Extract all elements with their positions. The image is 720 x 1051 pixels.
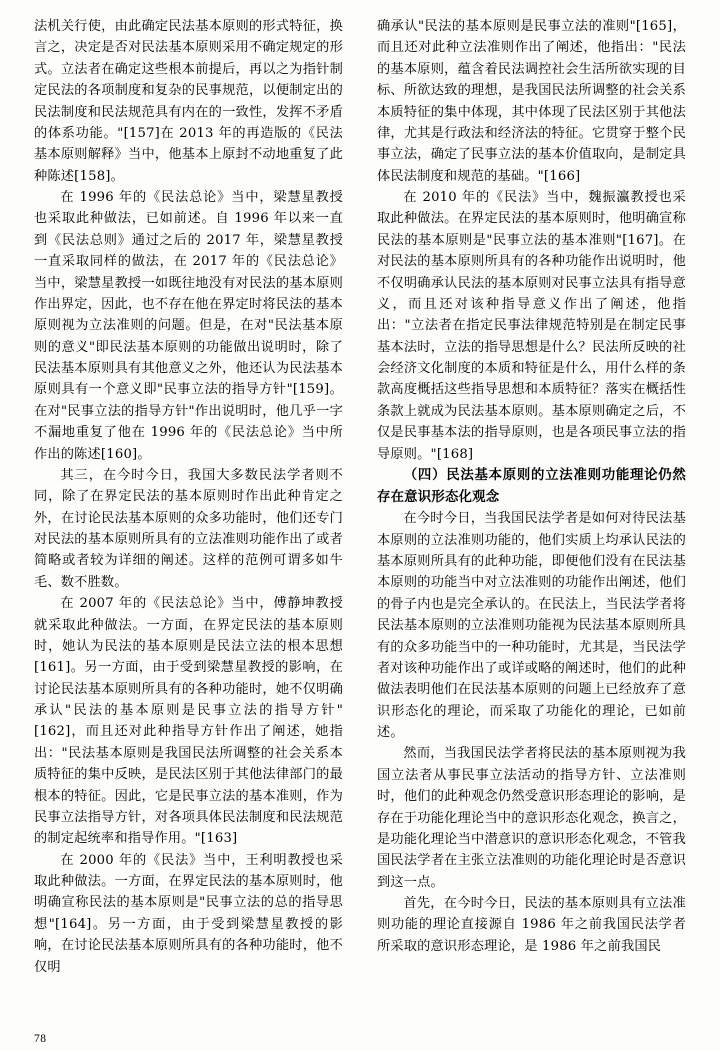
left-column [34, 16, 343, 1001]
body-paragraph: 法机关行使，由此确定民法基本原则的形式特征，换言之，决定是否对民法基本原则采用不确定规定的形式。立法者在确定这些根本前提后，再以之为指针制定民法的各项制度和复杂的民事规范，以便制定出的民法制度和民法规范具有内在的一致性，发挥不矛盾的体系功能。"[157]在 2013 年的再造版的《民法基本原则解释》当中，他基本上原封不动地重复了此种陈述[158]。 [34, 19, 343, 184]
body-paragraph: 确承认"民法的基本原则是民事立法的准则"[165]，而且还对此种立法准则作出了阐述，他指出："民法的基本原则，蕴含着民法调控社会生活所欲实现的目标、所欲达致的理想，是我国民法所调整的社会关系本质特征的集中体现，其中体现了民法区别于其他法律，尤其是行政法和经济法的特征。它贯穿于整个民事立法，确定了民事立法的基本价值取向，是制定具体民法制度和规范的基础。"[166] [377, 19, 686, 184]
page-number: 78 [34, 1033, 47, 1045]
right-column [377, 16, 686, 1001]
body-paragraph: 其三，在今时今日，我国大多数民法学者则不同，除了在界定民法的基本原则时作出此种肯定之外，在讨论民法基本原则的众多功能时，他们还专门对民法的基本原则所具有的立法准则功能作出了或者简略或者较为详细的阐述。这样的范例可谓多如牛毛、数不胜数。 [34, 467, 343, 590]
body-paragraph: 在 1996 年的《民法总论》当中，梁慧星教授也采取此种做法，已如前述。自 1996 年以来一直到《民法总则》通过之后的 2017 年，梁慧星教授一直采取同样的做法，在 2017 年的《民法总论》当中，梁慧星教授一如既往地没有对民法的基本原则作出界定，因此，也不存在他在界定时将民法的基本原则视为立法准则的问题。但是，在对"民法基本原则的意义"即民法基本原则的功能做出说明时，除了民法基本原则具有其他意义之外，他还认为民法基本原则具有一个意义即"民事立法的指导方针"[159]。在对"民事立法的指导方针"作出说明时，他几乎一字不漏地重复了他在 1996 年的《民法总论》当中所作出的陈述[160]。 [34, 190, 343, 462]
body-paragraph: 在 2007 年的《民法总论》当中，傅静坤教授就采取此种做法。一方面，在界定民法的基本原则时，她认为民法的基本原则是民法立法的根本思想[161]。另一方面，由于受到梁慧星教授的影响，在讨论民法基本原则所具有的各种功能时，她不仅明确承认"民法的基本原则是民事立法的指导方针"[162]，而且还对此种指导方针作出了阐述，她指出："民法基本原则是我国民法所调整的社会关系本质特征的集中反映，是民法区别于其他法律部门的最根本的特征。因此，它是民事立法的基本准则，作为民事立法指导方针，对各项具体民法制度和民法规范的制定起统率和指导作用。"[163] [34, 596, 343, 847]
two-column-layout [34, 16, 686, 1001]
section-heading: （四）民法基本原则的立法准则功能理论仍然存在意识形态化观念 [377, 466, 686, 505]
body-paragraph: 在 2010 年的《民法》当中，魏振瀛教授也采取此种做法。在界定民法的基本原则时，他明确宣称民法的基本原则是"民事立法的基本准则"[167]。在对民法的基本原则所具有的各种功能作出说明时，他不仅明确承认民法的基本原则对民事立法具有指导意义，而且还对该种指导意义作出了阐述，他指出："立法者在指定民事法律规范特别是在制定民事基本法时，立法的指导思想是什么？民法所反映的社会经济文化制度的本质和特征是什么，用什么样的条款高度概括这些指导思想和本质特征？落实在概括性条款上就成为民法基本原则。基本原则确定之后，不仅是民事基本法的指导原则，也是各项民事立法的指导原则。"[168] [377, 190, 686, 462]
body-paragraph: 然而，当我国民法学者将民法的基本原则视为我国立法者从事民事立法活动的指导方针、立法准则时，他们的此种观念仍然受意识形态理论的影响，是存在于功能化理论当中的意识形态化观念，换言之，是功能化理论当中潜意识的意识形态化观念，不管我国民法学者在主张立法准则的功能化理论时是否意识到这一点。 [377, 746, 686, 890]
body-paragraph: 在今时今日，当我国民法学者是如何对待民法基本原则的立法准则功能的，他们实质上均承认民法的基本原则所具有的此种功能，即便他们没有在民法基本原则的功能当中对立法准则的功能作出阐述，他们的骨子内也是完全承认的。在民法上，当民法学者将民法基本原则的立法准则功能视为民法基本原则所具有的众多功能当中的一种功能时，尤其是，当民法学者对该种功能作出了或详或略的阐述时，他们的此种做法表明他们在民法基本原则的问题上已经放弃了意识形态化的理论，而采取了功能化的理论，已如前述。 [377, 511, 686, 741]
body-paragraph: 首先，在今时今日，民法的基本原则具有立法准则功能的理论直接源自 1986 年之前我国民法学者所采取的意识形态理论，是 1986 年之前我国民 [377, 896, 686, 954]
body-paragraph: 在 2000 年的《民法》当中，王利明教授也采取此种做法。一方面，在界定民法的基本原则时，他明确宣称民法的基本原则是"民事立法的总的指导思想"[164]。另一方面，由于受到梁慧星教授的影响，在讨论民法基本原则所具有的各种功能时，他不仅明 [34, 852, 343, 975]
